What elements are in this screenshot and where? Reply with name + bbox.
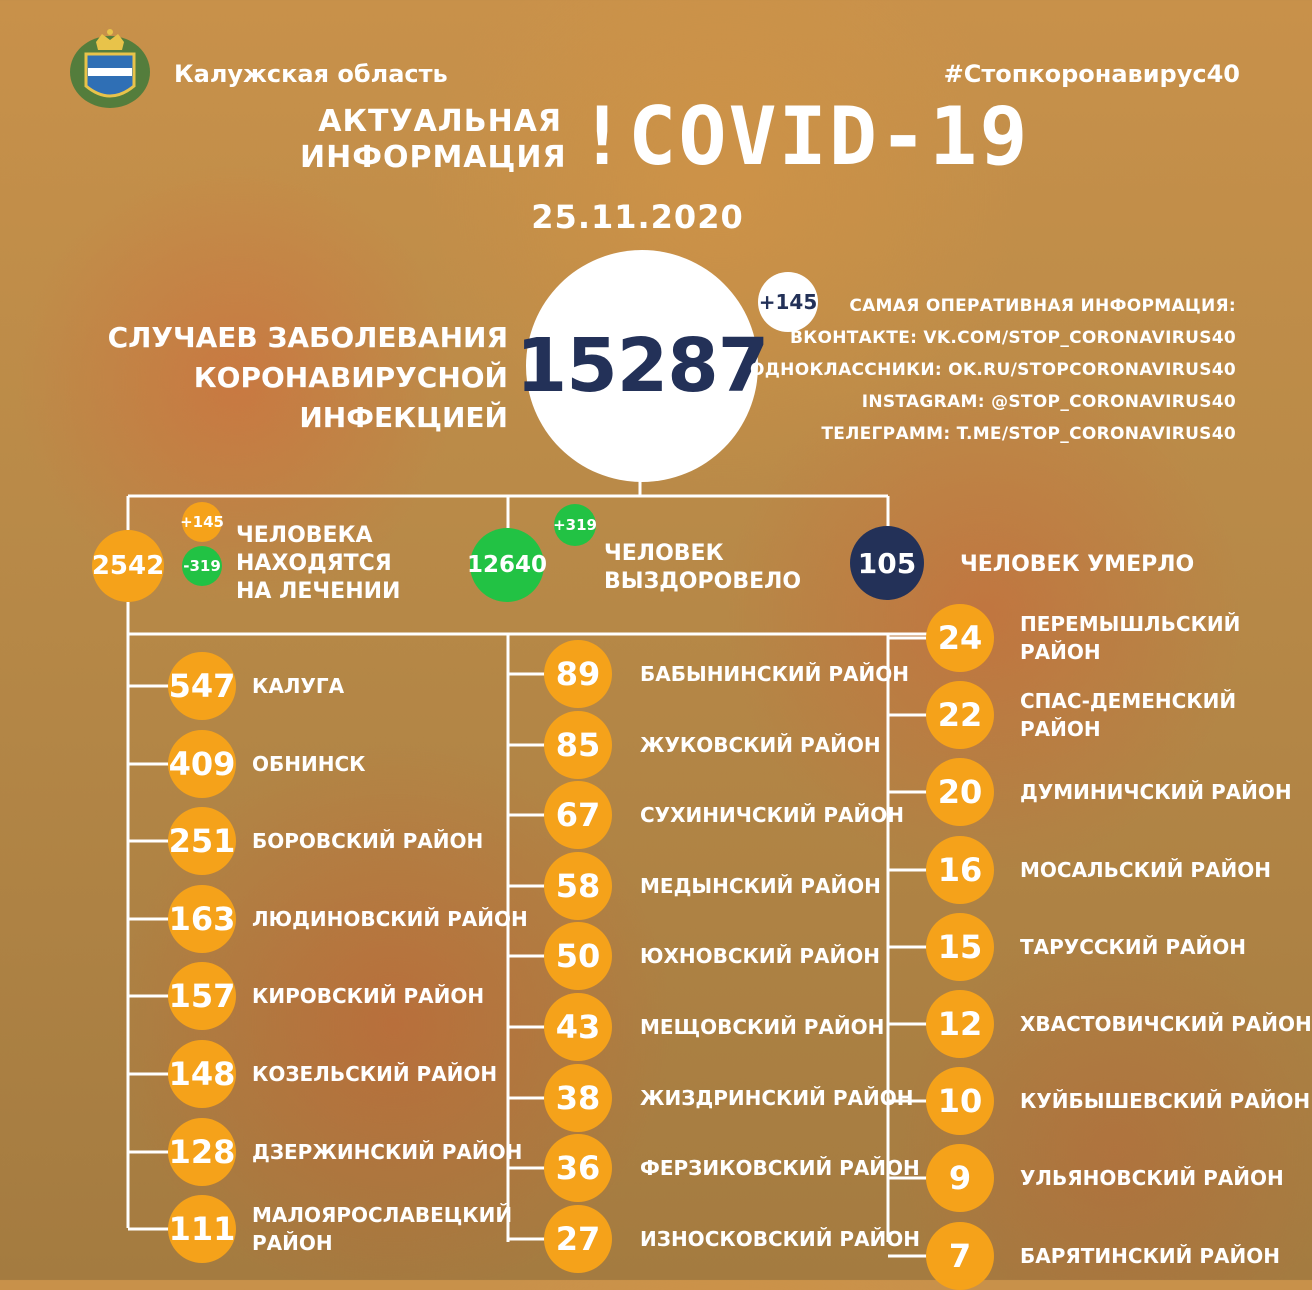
in-treatment-label-line-3: НА ЛЕЧЕНИИ: [236, 579, 401, 604]
title-line-1: АКТУАЛЬНАЯ: [318, 104, 562, 139]
district-count-circle: 157: [168, 962, 236, 1030]
district-name-line-1: ОБНИНСК: [252, 752, 366, 776]
district-name-line-1: МАЛОЯРОСЛАВЕЦКИЙ: [252, 1203, 513, 1227]
district-count-circle: 50: [544, 922, 612, 990]
district-name-line-1: КАЛУГА: [252, 674, 345, 698]
district-name-line-2: РАЙОН: [1020, 717, 1101, 741]
total-cases-circle: [515, 250, 769, 482]
title-line-2: ИНФОРМАЦИЯ: [300, 140, 567, 175]
district-name-line-1: ЖУКОВСКИЙ РАЙОН: [640, 733, 881, 757]
district-name-line-1: ЖИЗДРИНСКИЙ РАЙОН: [640, 1086, 914, 1110]
total-cases-delta-badge: +145: [758, 272, 818, 332]
district-name-line-1: ФЕРЗИКОВСКИЙ РАЙОН: [640, 1156, 920, 1180]
district-name: [252, 1138, 522, 1166]
district-name-line-1: СУХИНИЧСКИЙ РАЙОН: [640, 803, 904, 827]
district-name: [1020, 1087, 1310, 1115]
district-name: [640, 1154, 920, 1182]
recovered-plus-badge: +319: [554, 504, 596, 546]
in-treatment-label: [236, 522, 400, 606]
cases-label-line-1: СЛУЧАЕВ ЗАБОЛЕВАНИЯ: [107, 321, 508, 354]
district-count-circle: 12: [926, 990, 994, 1058]
district-name-line-1: КОЗЕЛЬСКИЙ РАЙОН: [252, 1062, 498, 1086]
deaths-circle: 105: [850, 526, 924, 600]
district-name-line-1: СПАС-ДЕМЕНСКИЙ: [1020, 689, 1237, 713]
district-name-line-2: РАЙОН: [1020, 640, 1101, 664]
in-treatment-label-line-1: ЧЕЛОВЕКА: [236, 523, 373, 548]
in-treatment-minus-badge: -319: [182, 546, 222, 586]
district-name-line-2: РАЙОН: [252, 1231, 333, 1255]
district-count-circle: 7: [926, 1222, 994, 1290]
district-name: [640, 942, 880, 970]
district-count-circle: 409: [168, 730, 236, 798]
cases-label-line-2: КОРОНАВИРУСНОЙ ИНФЕКЦИЕЙ: [193, 361, 508, 434]
district-name: [640, 1084, 913, 1112]
district-count-circle: 89: [544, 640, 612, 708]
district-count-circle: 85: [544, 711, 612, 779]
in-treatment-label-line-2: НАХОДЯТСЯ: [236, 551, 392, 576]
district-name-line-1: БАБЫНИНСКИЙ РАЙОН: [640, 662, 909, 686]
district-name-line-1: ПЕРЕМЫШЛЬСКИЙ: [1020, 612, 1241, 636]
recovered-label: [604, 540, 801, 596]
district-count-circle: 148: [168, 1040, 236, 1108]
district-count-circle: 24: [926, 604, 994, 672]
info-instagram-link[interactable]: INSTAGRAM: @STOP_CORONAVIRUS40: [861, 392, 1236, 412]
district-count-circle: 16: [926, 836, 994, 904]
district-count-circle: 38: [544, 1064, 612, 1132]
district-name: [640, 1225, 920, 1253]
district-name-line-1: ЛЮДИНОВСКИЙ РАЙОН: [252, 907, 528, 931]
district-name-line-1: КУЙБЫШЕВСКИЙ РАЙОН: [1020, 1089, 1311, 1113]
district-name-line-1: УЛЬЯНОВСКИЙ РАЙОН: [1020, 1166, 1284, 1190]
district-count-circle: 163: [168, 885, 236, 953]
district-name-line-1: ТАРУССКИЙ РАЙОН: [1020, 935, 1246, 959]
district-count-circle: 9: [926, 1144, 994, 1212]
in-treatment-plus-badge: +145: [182, 502, 222, 542]
district-name: [640, 731, 881, 759]
district-name: [252, 1060, 497, 1088]
district-name: [640, 801, 904, 829]
district-count-circle: 67: [544, 781, 612, 849]
district-name-line-1: БОРОВСКИЙ РАЙОН: [252, 829, 484, 853]
district-name: [252, 982, 484, 1010]
hashtag: #Стопкоронавирус40: [943, 60, 1240, 88]
deaths-label: ЧЕЛОВЕК УМЕРЛО: [960, 552, 1195, 577]
district-name-line-1: ХВАСТОВИЧСКИЙ РАЙОН: [1020, 1012, 1312, 1036]
district-name-line-1: КИРОВСКИЙ РАЙОН: [252, 984, 485, 1008]
district-name: [252, 750, 366, 778]
district-name: [1020, 1164, 1284, 1192]
district-name: [252, 827, 483, 855]
district-name: [1020, 1242, 1280, 1270]
recovered-circle: 12640: [470, 528, 544, 602]
district-name-line-1: ДЗЕРЖИНСКИЙ РАЙОН: [252, 1140, 523, 1164]
district-count-circle: 20: [926, 758, 994, 826]
district-name: [640, 660, 909, 688]
district-name: [1020, 856, 1271, 884]
region-name: Калужская область: [174, 60, 448, 88]
district-name: [252, 672, 344, 700]
recovered-label-line-1: ЧЕЛОВЕК: [604, 541, 724, 566]
district-count-circle: 111: [168, 1195, 236, 1263]
district-name-line-1: МЕЩОВСКИЙ РАЙОН: [640, 1015, 885, 1039]
contact-info: [750, 290, 1236, 450]
recovered-label-line-2: ВЫЗДОРОВЕЛО: [604, 569, 802, 594]
district-count-circle: 36: [544, 1134, 612, 1202]
district-count-circle: 43: [544, 993, 612, 1061]
district-name: [1020, 610, 1240, 666]
in-treatment-circle: 2542: [92, 530, 164, 602]
title-actual-info: [300, 104, 567, 176]
district-count-circle: 15: [926, 913, 994, 981]
district-name-line-1: МОСАЛЬСКИЙ РАЙОН: [1020, 858, 1271, 882]
district-count-circle: 10: [926, 1067, 994, 1135]
district-count-circle: 251: [168, 807, 236, 875]
info-vk-link[interactable]: ВКОНТАКТЕ: VK.COM/STOP_CORONAVIRUS40: [790, 328, 1236, 348]
district-count-circle: 547: [168, 652, 236, 720]
district-name-line-1: ДУМИНИЧСКИЙ РАЙОН: [1020, 780, 1292, 804]
district-count-circle: 128: [168, 1118, 236, 1186]
title-covid: !COVID-19: [578, 90, 1030, 183]
district-name-line-1: МЕДЫНСКИЙ РАЙОН: [640, 874, 881, 898]
district-name-line-1: ЮХНОВСКИЙ РАЙОН: [640, 944, 880, 968]
district-name: [640, 1013, 884, 1041]
district-count-circle: 27: [544, 1205, 612, 1273]
info-heading: САМАЯ ОПЕРАТИВНАЯ ИНФОРМАЦИЯ:: [849, 296, 1236, 316]
total-cases-value: 15287: [515, 323, 769, 409]
region-coat-of-arms-emblem: [66, 24, 154, 112]
info-ok-link[interactable]: ОДНОКЛАССНИКИ: OK.RU/STOPCORONAVIRUS40: [749, 360, 1236, 380]
info-telegram-link[interactable]: ТЕЛЕГРАММ: T.ME/STOP_CORONAVIRUS40: [821, 424, 1236, 444]
district-name: [1020, 1010, 1312, 1038]
report-date: 25.11.2020: [531, 198, 744, 236]
district-name-line-1: ИЗНОСКОВСКИЙ РАЙОН: [640, 1227, 921, 1251]
district-name: [1020, 687, 1236, 743]
cases-label: [30, 318, 508, 438]
district-count-circle: 58: [544, 852, 612, 920]
district-name: [1020, 778, 1292, 806]
district-name: [252, 1201, 512, 1257]
district-name-line-1: БАРЯТИНСКИЙ РАЙОН: [1020, 1244, 1280, 1268]
district-name: [640, 872, 881, 900]
district-name: [1020, 933, 1246, 961]
district-count-circle: 22: [926, 681, 994, 749]
district-name: [252, 905, 528, 933]
